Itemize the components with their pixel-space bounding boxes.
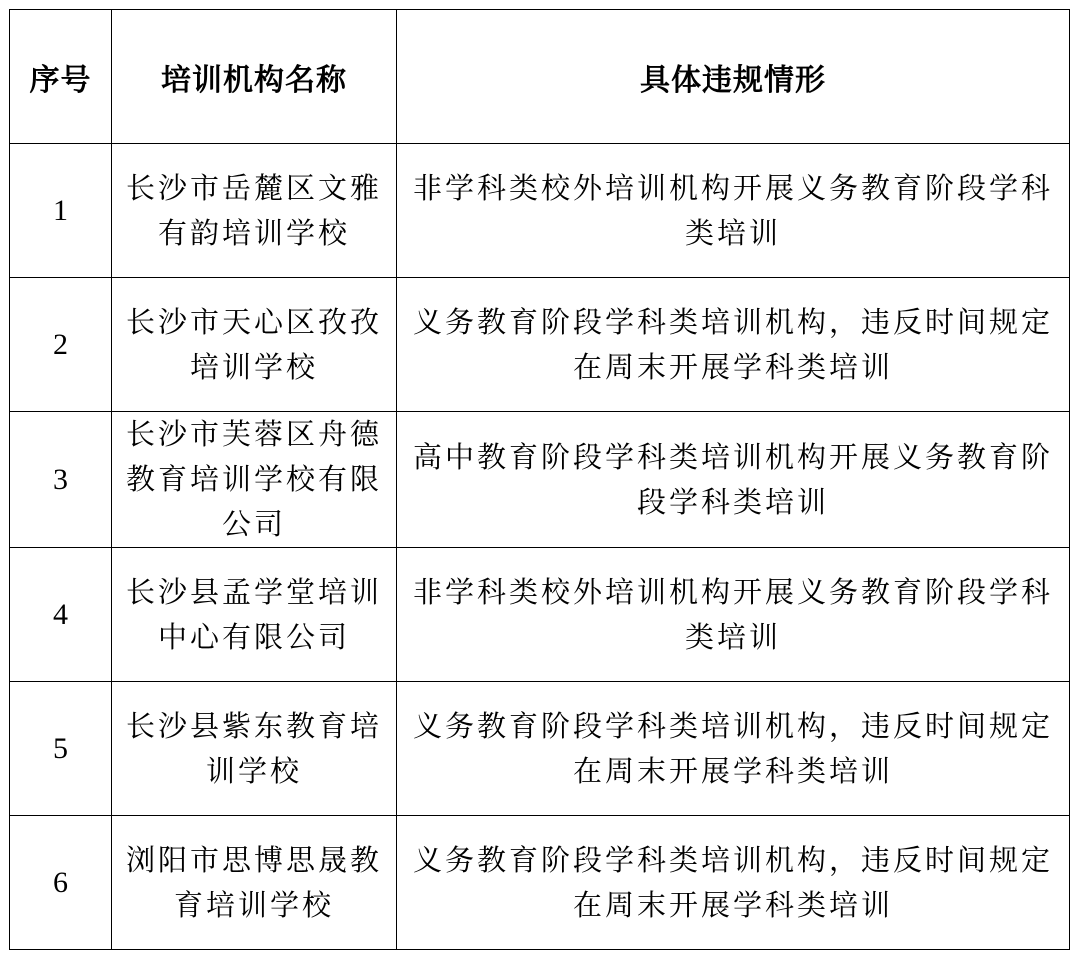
table-header-row xyxy=(10,10,1070,144)
violation-description: 非学科类校外培训机构开展义务教育阶段学科类培训 xyxy=(397,144,1070,278)
violation-description: 非学科类校外培训机构开展义务教育阶段学科类培训 xyxy=(397,548,1070,682)
violation-description: 高中教育阶段学科类培训机构开展义务教育阶段学科类培训 xyxy=(397,412,1070,548)
violation-description: 义务教育阶段学科类培训机构，违反时间规定在周末开展学科类培训 xyxy=(397,816,1070,950)
violations-table xyxy=(9,9,1070,950)
row-index: 3 xyxy=(10,412,112,548)
header-index: 序号 xyxy=(10,10,112,144)
violation-description: 义务教育阶段学科类培训机构，违反时间规定在周末开展学科类培训 xyxy=(397,278,1070,412)
table-row xyxy=(10,278,1070,412)
institution-name: 长沙市岳麓区文雅有韵培训学校 xyxy=(112,144,397,278)
institution-name: 浏阳市思博思晟教育培训学校 xyxy=(112,816,397,950)
table-row xyxy=(10,144,1070,278)
table-row xyxy=(10,682,1070,816)
row-index: 6 xyxy=(10,816,112,950)
violation-description: 义务教育阶段学科类培训机构，违反时间规定在周末开展学科类培训 xyxy=(397,682,1070,816)
institution-name: 长沙市天心区孜孜培训学校 xyxy=(112,278,397,412)
header-institution-name: 培训机构名称 xyxy=(112,10,397,144)
row-index: 5 xyxy=(10,682,112,816)
institution-name: 长沙县紫东教育培训学校 xyxy=(112,682,397,816)
table-row xyxy=(10,548,1070,682)
row-index: 2 xyxy=(10,278,112,412)
row-index: 4 xyxy=(10,548,112,682)
institution-name: 长沙县孟学堂培训中心有限公司 xyxy=(112,548,397,682)
table-row xyxy=(10,412,1070,548)
row-index: 1 xyxy=(10,144,112,278)
header-violation: 具体违规情形 xyxy=(397,10,1070,144)
institution-name: 长沙市芙蓉区舟德教育培训学校有限公司 xyxy=(112,412,397,548)
table-row xyxy=(10,816,1070,950)
